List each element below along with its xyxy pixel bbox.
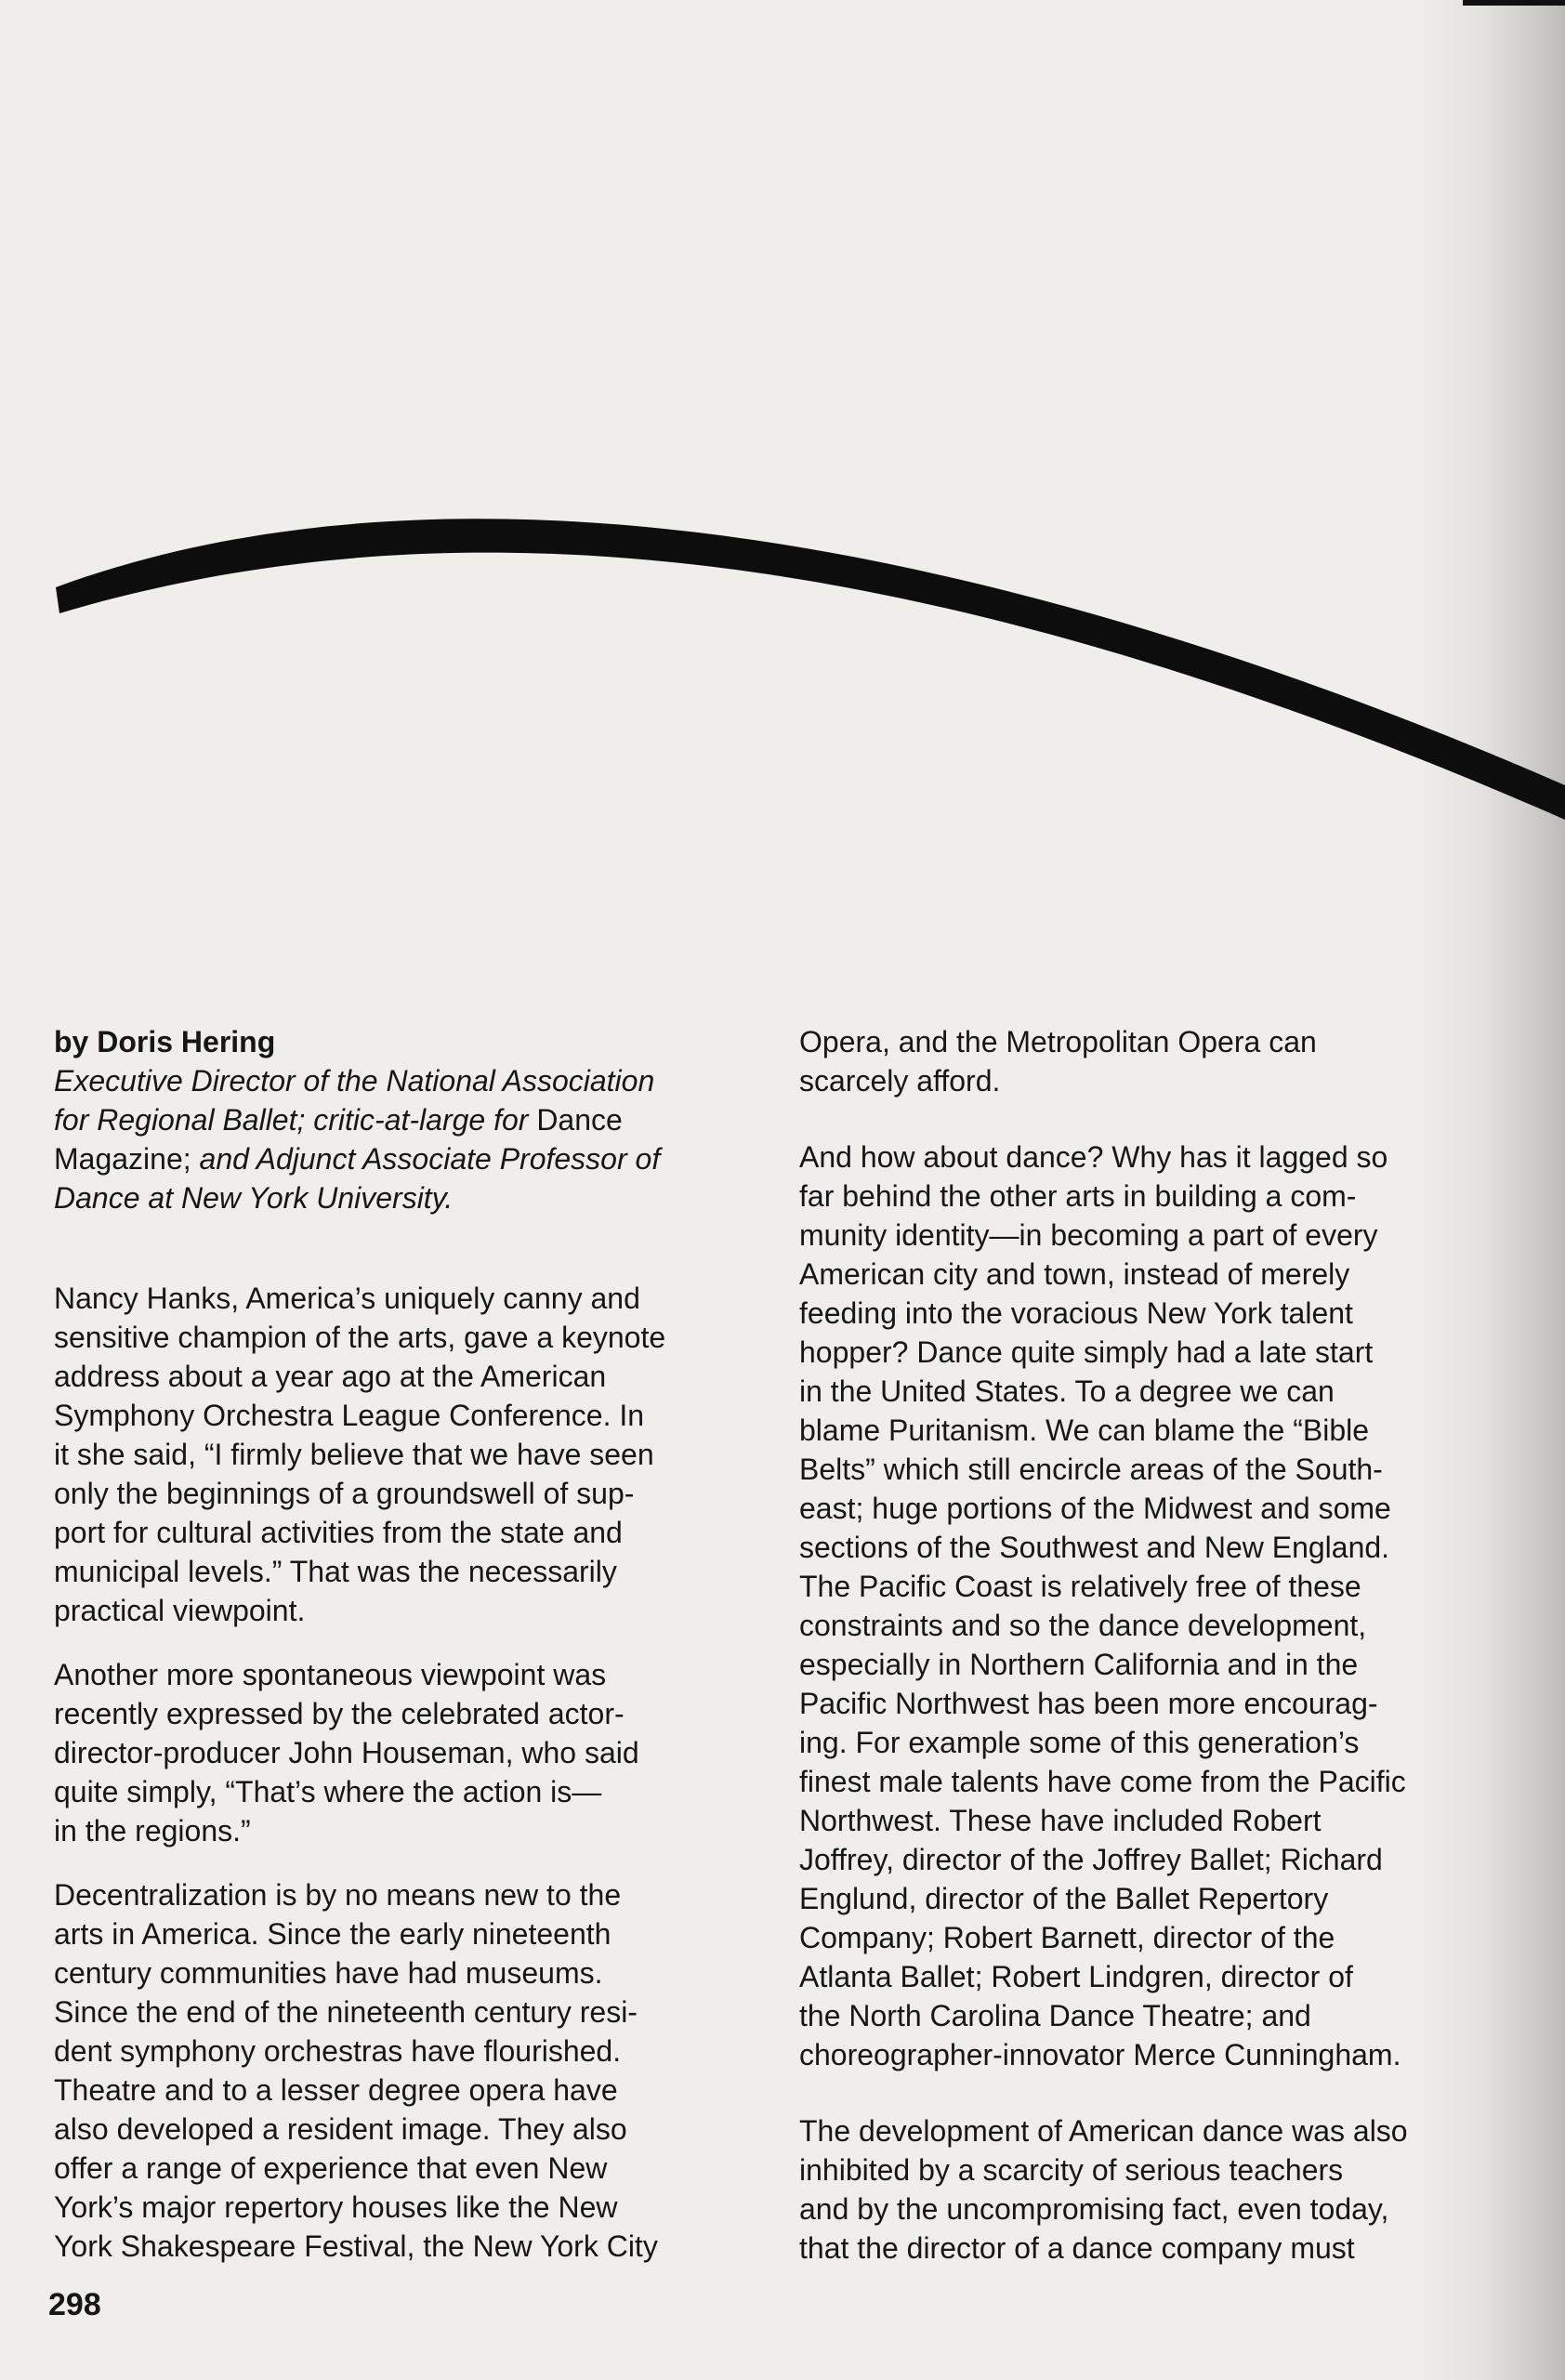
credit-text-3: Dance: [536, 1103, 623, 1137]
text-line: the North Carolina Dance Theatre; and: [799, 1999, 1311, 2032]
text-line: York’s major repertory houses like the New: [54, 2190, 618, 2224]
text-line: And how about dance? Why has it lagged so: [799, 1140, 1388, 1174]
text-line: century communities have had museums.: [54, 1956, 603, 1990]
text-line: Symphony Orchestra League Conference. In: [54, 1399, 645, 1432]
paragraph: [54, 1875, 760, 2266]
text-line: inhibited by a scarcity of serious teachers: [799, 2153, 1344, 2187]
text-line: sensitive champion of the arts, gave a keynote: [54, 1321, 666, 1354]
text-line: Theatre and to a lesser degree opera have: [54, 2073, 618, 2107]
paragraph: [799, 2111, 1515, 2268]
text-line: constraints and so the dance development,: [799, 1609, 1367, 1642]
text-line: The Pacific Coast is relatively free of these: [799, 1570, 1361, 1603]
text-line: feeding into the voracious New York talent: [799, 1296, 1353, 1330]
text-line: Company; Robert Barnett, director of the: [799, 1921, 1335, 1954]
text-line: arts in America. Since the early nineteenth: [54, 1917, 612, 1951]
paragraph: [54, 1279, 760, 1630]
text-line: director-producer John Houseman, who said: [54, 1736, 639, 1769]
credit-text-6: Dance at New York University.: [54, 1181, 454, 1215]
swoosh-arc: [56, 519, 1565, 820]
credit-text-4: Magazine;: [54, 1142, 200, 1176]
text-line: quite simply, “That’s where the action is—: [54, 1775, 602, 1808]
text-line: American city and town, instead of merely: [799, 1257, 1350, 1291]
text-line: it she said, “I firmly believe that we have seen: [54, 1438, 654, 1471]
paragraph: [54, 1655, 760, 1850]
right-column-body: [799, 1022, 1515, 2268]
decorative-swoosh-graphic: [0, 0, 1565, 836]
credit-text-5: and Adjunct Associate Professor of: [199, 1142, 661, 1176]
text-line: scarcely afford.: [799, 1064, 1001, 1098]
text-line: Northwest. These have included Robert: [799, 1804, 1322, 1837]
text-line: practical viewpoint.: [54, 1594, 306, 1627]
text-line: choreographer-innovator Merce Cunningham.: [799, 2038, 1401, 2071]
author-credit: [54, 1061, 760, 1217]
text-line: Nancy Hanks, America’s uniquely canny and: [54, 1282, 640, 1315]
credit-text-2: for Regional Ballet; critic-at-large for: [54, 1103, 537, 1137]
text-line: Opera, and the Metropolitan Opera can: [799, 1025, 1317, 1059]
text-line: that the director of a dance company must: [799, 2231, 1355, 2265]
text-line: hopper? Dance quite simply had a late start: [799, 1335, 1374, 1369]
page-number: 298: [48, 2287, 101, 2322]
text-line: and by the uncompromising fact, even today,: [799, 2192, 1389, 2226]
text-line: blame Puritanism. We can blame the “Bible: [799, 1414, 1370, 1447]
left-column-body: [54, 1279, 760, 2266]
text-line: municipal levels.” That was the necessarily: [54, 1555, 617, 1588]
text-line: Atlanta Ballet; Robert Lindgren, director of: [799, 1960, 1353, 1993]
text-line: dent symphony orchestras have flourished.: [54, 2034, 622, 2068]
text-line: recently expressed by the celebrated actor-: [54, 1697, 625, 1730]
paragraph: [799, 1137, 1515, 2074]
text-line: especially in Northern California and in the: [799, 1648, 1359, 1681]
text-line: Another more spontaneous viewpoint was: [54, 1658, 607, 1691]
text-line: munity identity—in becoming a part of every: [799, 1218, 1378, 1252]
text-line: Joffrey, director of the Joffrey Ballet; Richard: [799, 1843, 1383, 1876]
text-line: ing. For example some of this generation’s: [799, 1726, 1360, 1759]
text-line: in the regions.”: [54, 1814, 251, 1847]
text-line: Pacific Northwest has been more encourag-: [799, 1687, 1378, 1720]
text-line: The development of American dance was also: [799, 2114, 1408, 2148]
text-line: Since the end of the nineteenth century resi-: [54, 1995, 638, 2029]
text-line: in the United States. To a degree we can: [799, 1374, 1335, 1408]
paragraph: [799, 1022, 1515, 1100]
credit-text-1: Executive Director of the National Association: [54, 1064, 655, 1098]
text-line: offer a range of experience that even New: [54, 2151, 608, 2185]
text-line: finest male talents have come from the Pacific: [799, 1765, 1406, 1798]
text-line: Englund, director of the Ballet Repertory: [799, 1882, 1329, 1915]
text-line: York Shakespeare Festival, the New York City: [54, 2229, 658, 2263]
text-line: sections of the Southwest and New England.: [799, 1531, 1390, 1564]
left-column: [54, 1022, 760, 2291]
text-line: far behind the other arts in building a com-: [799, 1179, 1357, 1213]
text-line: east; huge portions of the Midwest and some: [799, 1492, 1391, 1525]
text-line: address about a year ago at the American: [54, 1360, 607, 1393]
text-line: Decentralization is by no means new to the: [54, 1878, 622, 1912]
text-line: Belts” which still encircle areas of the South-: [799, 1453, 1383, 1486]
text-line: also developed a resident image. They also: [54, 2112, 627, 2146]
text-line: only the beginnings of a groundswell of sup-: [54, 1477, 635, 1510]
author-byline: by Doris Hering: [54, 1025, 276, 1059]
text-line: port for cultural activities from the state and: [54, 1516, 623, 1549]
right-column: [799, 1022, 1515, 2293]
